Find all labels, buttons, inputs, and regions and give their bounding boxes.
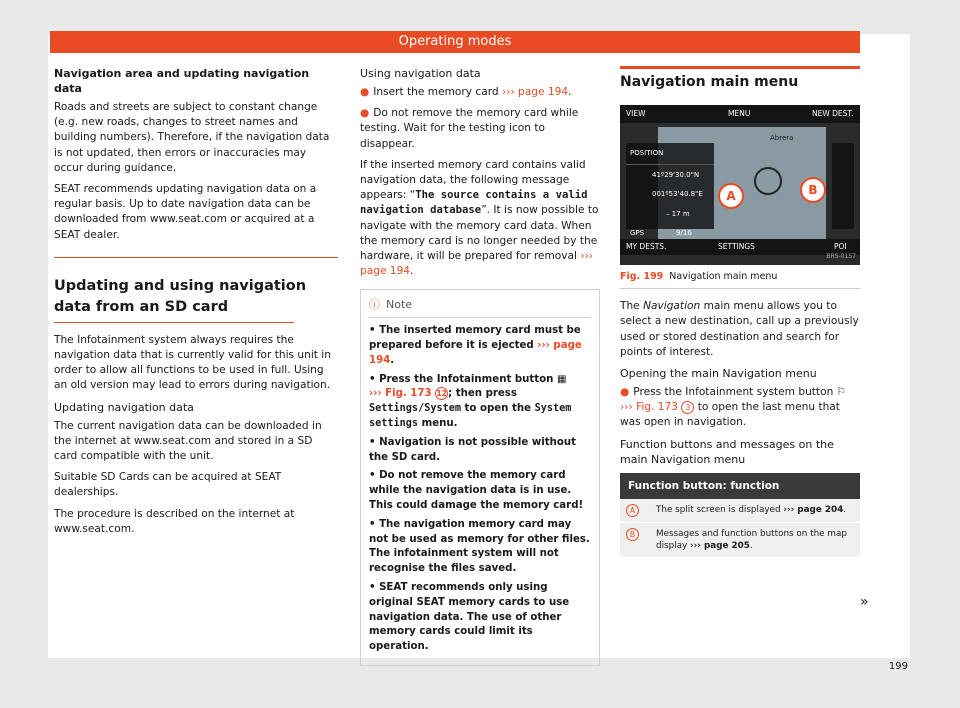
table-header: Function button: function [620,473,860,499]
continue-marker: » [860,594,869,610]
function-table [620,473,860,558]
heading-using: Using navigation data [360,67,481,80]
section-divider [54,257,338,258]
callout-a: A [718,183,744,209]
column-2 [360,66,600,666]
settings-button[interactable]: SETTINGS [718,242,755,251]
section-title: Updating and using navigation data from an SD card [54,277,307,315]
note-title: ⓘ Note [369,298,591,318]
paragraph: Roads and streets are subject to constant change (e.g. new roads, changes to street names and building numbers). Therefore, if the navigation data is not updated, then errors or inaccuracies may occur during guidance. [54,101,330,174]
table-row: B Messages and function buttons on the map display ››› page 205. [620,522,860,557]
callout-badge: 12 [436,389,447,399]
position-marker-icon [754,167,782,195]
view-button[interactable]: VIEW [626,109,646,118]
row-key-badge: B [626,528,639,541]
note-item: • Press the Infotainment button ▦ ››› Fig. 173 12; then press Settings/System to open the System settings menu. [369,373,572,430]
section-title: Navigation main menu [620,66,860,97]
page-header: Operating modes [50,31,860,53]
note-item: • Do not remove the memory card while the navigation data is in use. This could damage the memory card! [369,470,584,511]
new-dest-button[interactable]: NEW DEST. [812,109,854,118]
top-bar [620,105,860,123]
paragraph: SEAT recommends updating navigation data on a regular basis. Up to date navigation data can be downloaded from www.seat.com or acquired at a SEAT dealer. [54,183,317,241]
note-item: • SEAT recommends only using original SEAT memory cards to use navigation data. The use of other memory cards could limit its operation. [369,581,570,653]
note-item: • Navigation is not possible without the SD card. [369,436,576,463]
note-item: • The navigation memory card may not be used as memory for other files. The infotainment system will not recognise the files saved. [369,518,590,575]
map-image: Abrera [658,127,826,243]
page-number: 199 [888,661,908,672]
note-box [360,289,600,666]
position-panel: POSITION 41º29'30.0"N 001º53'40.8"E – 17 m GPS 9/16 [626,143,714,229]
row-key-badge: A [626,504,639,517]
heading-updating: Updating navigation data [54,400,194,414]
figure-caption: Fig. 199 Navigation main menu [620,265,860,289]
bullet-testing: ● Do not remove the memory card while testing. Wait for the testing icon to disappear. [360,107,579,150]
paragraph-valid-data: If the inserted memory card contains valid navigation data, the following message appears: “The source contains a valid navigation database”. It is now possible to navigate with the memory card data. When the memory card is no longer needed by the hardware, it will be prepared for removal ››› page 194. [360,158,599,278]
bottom-bar [620,239,860,255]
bullet-open-menu: ● Press the Infotainment system button ⚐ ››› Fig. 173 3 to open the last menu that was open in navigation. [620,386,847,429]
table-row: A The split screen is displayed ››› page 204. [620,499,860,523]
heading-navigation-area: Navigation area and updating navigation data [54,67,310,95]
page-ref-link[interactable]: ››› page 194 [360,250,594,278]
info-icon: ⓘ [369,298,380,312]
my-dests-button[interactable]: MY DESTS. [626,242,667,251]
menu-button[interactable]: MENU [728,109,751,118]
poi-button[interactable]: POI [834,242,847,251]
paragraph: The current navigation data can be downloaded in the internet at www.seat.com and stored in a SD card compatible with the unit. [54,419,322,463]
bullet-insert: ● Insert the memory card ››› page 194. [360,86,572,98]
figure-ref-link[interactable]: ››› Fig. 173 [369,388,432,400]
map-controls-panel [832,143,854,229]
page-ref-link[interactable]: ››› page 194 [501,86,569,98]
page-ref-link[interactable]: ››› page 205 [690,540,750,551]
callout-b: B [800,177,826,203]
figure-navigation-screen [620,105,860,265]
page-ref-link[interactable]: ››› page 194 [369,340,582,366]
heading-opening: Opening the main Navigation menu [620,367,817,381]
bullet-icon: ● [360,107,370,120]
figure-ref-link[interactable]: ››› Fig. 173 [620,401,679,414]
note-item: • The inserted memory card must be prepared before it is ejected ››› page 194. [369,325,582,366]
bullet-icon: ● [360,86,370,98]
paragraph: The procedure is described on the internet at www.seat.com. [54,507,295,535]
paragraph: The Infotainment system always requires the navigation data that is currently valid for this unit in order to allow all functions to be used in full. Using an old version may lead to errors during navigation. [54,333,331,392]
section-underline [54,322,294,323]
flag-icon: ⚐ [836,386,847,399]
paragraph: Suitable SD Cards can be acquired at SEAT dealerships. [54,471,282,499]
bullet-icon: ● [620,386,630,399]
paragraph-intro: The Navigation main menu allows you to select a new destination, call up a previously used or stored destination and search for points of interest. [620,300,859,358]
column-3 [620,66,860,558]
figure-code: BRS-0157 [826,252,856,260]
column-1 [54,66,338,543]
heading-function-buttons: Function buttons and messages on the main Navigation menu [620,437,834,466]
menu-grid-icon: ▦ [556,373,567,385]
page-ref-link[interactable]: ››› page 204 [783,504,844,515]
callout-badge: 3 [681,401,694,414]
